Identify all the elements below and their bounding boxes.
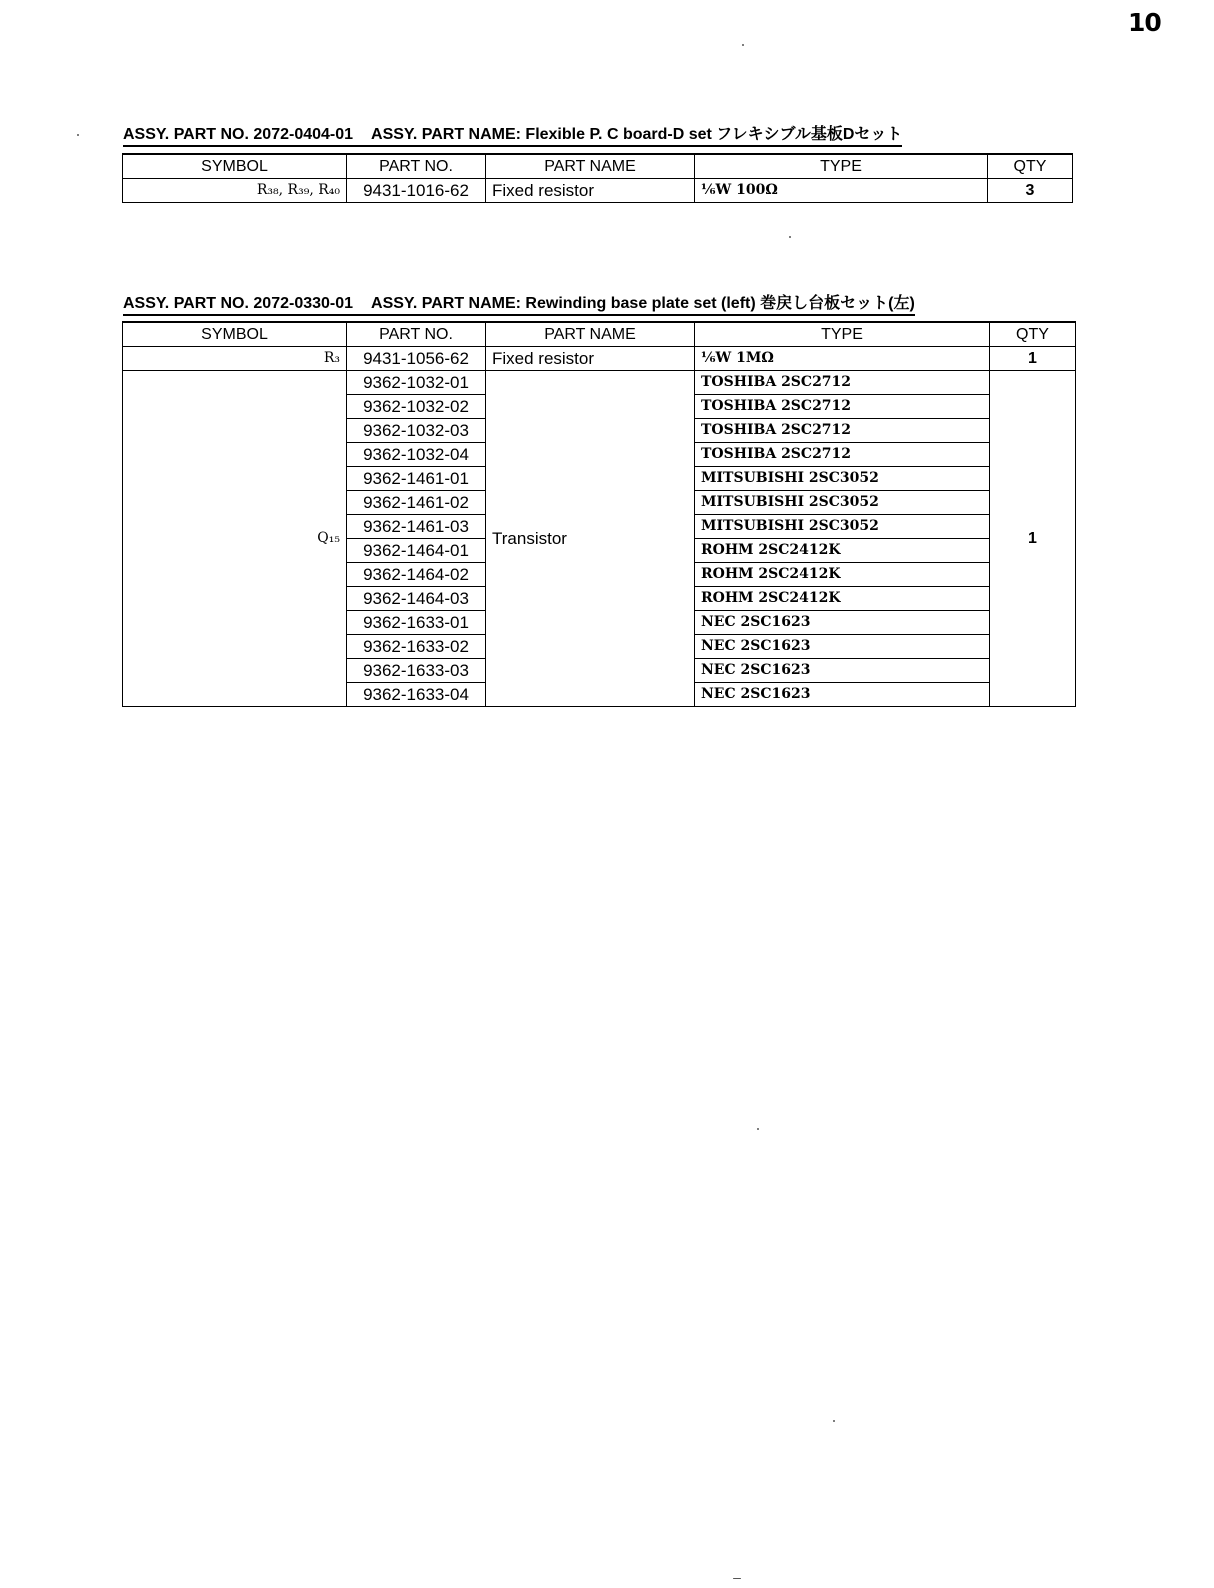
scan-speck xyxy=(757,1128,759,1130)
column-header-type: TYPE xyxy=(695,154,988,179)
type-cell: NEC 2SC1623 xyxy=(695,611,990,635)
part-no-cell: 9362-1461-02 xyxy=(347,491,486,515)
assy-heading-1 xyxy=(123,121,902,147)
part-no-cell: 9362-1633-02 xyxy=(347,635,486,659)
column-header-part-no: PART NO. xyxy=(347,322,486,347)
type-cell: TOSHIBA 2SC2712 xyxy=(695,395,990,419)
column-header-part-no: PART NO. xyxy=(347,154,486,179)
type-cell: MITSUBISHI 2SC3052 xyxy=(695,491,990,515)
type-cell: MITSUBISHI 2SC3052 xyxy=(695,515,990,539)
type-cell: NEC 2SC1623 xyxy=(695,659,990,683)
type-cell: TOSHIBA 2SC2712 xyxy=(695,419,990,443)
table-row xyxy=(123,179,1073,203)
part-no-cell: 9362-1032-03 xyxy=(347,419,486,443)
type-cell: ⅙W 1MΩ xyxy=(695,347,990,371)
type-cell: ⅙W 100Ω xyxy=(695,179,988,203)
part-no-cell: 9362-1032-02 xyxy=(347,395,486,419)
symbol-cell: Q₁₅ xyxy=(123,371,347,707)
part-no-cell: 9362-1461-01 xyxy=(347,467,486,491)
column-header-symbol: SYMBOL xyxy=(123,322,347,347)
assy-part-no-label: ASSY. PART NO. 2072-0330-01 xyxy=(123,295,354,312)
column-header-part-name: PART NAME xyxy=(486,154,695,179)
qty-cell: 1 xyxy=(990,371,1076,707)
type-cell: TOSHIBA 2SC2712 xyxy=(695,371,990,395)
parts-table-1 xyxy=(122,153,1073,203)
part-no-cell: 9362-1032-01 xyxy=(347,371,486,395)
type-cell: MITSUBISHI 2SC3052 xyxy=(695,467,990,491)
qty-cell: 1 xyxy=(990,347,1076,371)
column-header-qty: QTY xyxy=(988,154,1073,179)
part-no-cell: 9362-1464-02 xyxy=(347,563,486,587)
assy-heading-2 xyxy=(123,290,915,316)
table-header-row xyxy=(123,322,1076,347)
type-cell: ROHM 2SC2412K xyxy=(695,563,990,587)
part-no-cell: 9362-1464-03 xyxy=(347,587,486,611)
qty-cell: 3 xyxy=(988,179,1073,203)
column-header-qty: QTY xyxy=(990,322,1076,347)
scan-speck xyxy=(789,236,791,238)
part-no-cell: 9362-1633-04 xyxy=(347,683,486,707)
part-no-cell: 9362-1464-01 xyxy=(347,539,486,563)
column-header-part-name: PART NAME xyxy=(486,322,695,347)
table-row xyxy=(123,371,1076,395)
part-no-cell: 9362-1461-03 xyxy=(347,515,486,539)
scan-speck xyxy=(77,134,79,136)
type-cell: ROHM 2SC2412K xyxy=(695,587,990,611)
scan-speck xyxy=(742,44,744,46)
part-name-cell: Transistor xyxy=(486,371,695,707)
part-no-cell: 9362-1032-04 xyxy=(347,443,486,467)
column-header-symbol: SYMBOL xyxy=(123,154,347,179)
type-cell: ROHM 2SC2412K xyxy=(695,539,990,563)
column-header-type: TYPE xyxy=(695,322,990,347)
symbol-cell: R₃₈, R₃₉, R₄₀ xyxy=(123,179,347,203)
page-number: 10 xyxy=(1128,8,1161,37)
assy-part-no-label: ASSY. PART NO. 2072-0404-01 xyxy=(123,126,354,143)
type-cell: NEC 2SC1623 xyxy=(695,635,990,659)
part-name-cell: Fixed resistor xyxy=(486,347,695,371)
scan-speck xyxy=(833,1420,835,1422)
symbol-cell: R₃ xyxy=(123,347,347,371)
part-no-cell: 9431-1056-62 xyxy=(347,347,486,371)
type-cell: NEC 2SC1623 xyxy=(695,683,990,707)
part-name-cell: Fixed resistor xyxy=(486,179,695,203)
part-no-cell: 9431-1016-62 xyxy=(347,179,486,203)
type-cell: TOSHIBA 2SC2712 xyxy=(695,443,990,467)
assy-part-name-label: ASSY. PART NAME: Flexible P. C board-D set フレキシブル基板Dセット xyxy=(371,126,903,143)
part-no-cell: 9362-1633-01 xyxy=(347,611,486,635)
scan-speck xyxy=(733,1578,741,1579)
table-header-row xyxy=(123,154,1073,179)
assy-part-name-label: ASSY. PART NAME: Rewinding base plate set (left) 巻戻し台板セット(左) xyxy=(371,295,915,312)
parts-table-2 xyxy=(122,321,1076,707)
table-row xyxy=(123,347,1076,371)
part-no-cell: 9362-1633-03 xyxy=(347,659,486,683)
